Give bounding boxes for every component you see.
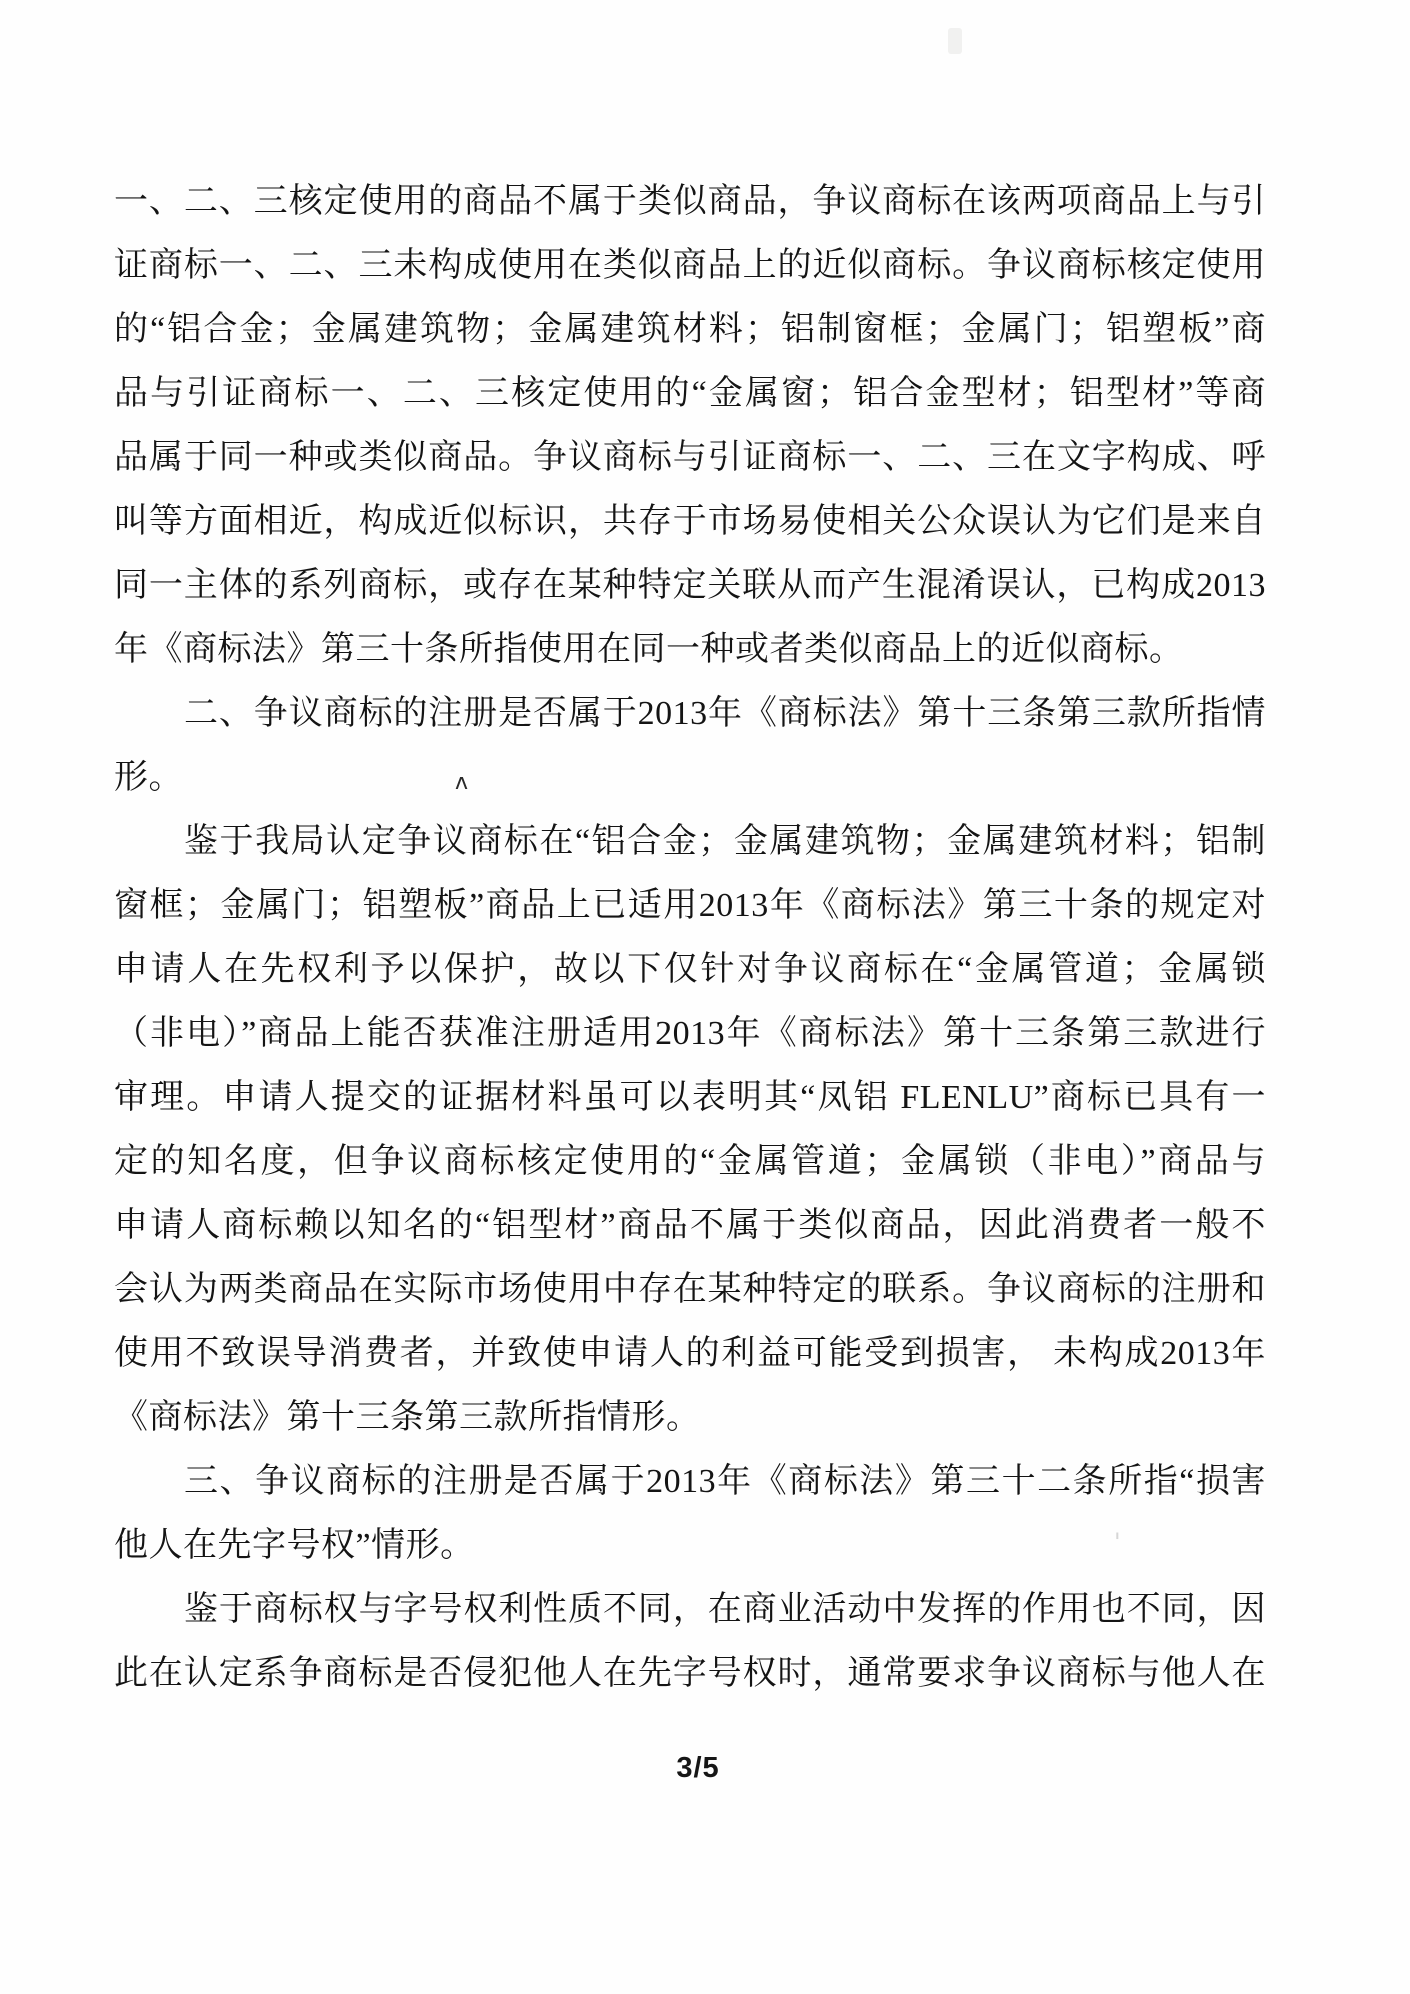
text-line: 鉴于我局认定争议商标在“铝合金；金属建筑物；金属建筑材料；铝制 — [184, 823, 1266, 860]
text-line: 《商标法》第十三条第三款所指情形。 — [114, 1399, 701, 1436]
text-line: 使用不致误导消费者，并致使申请人的利益可能受到损害， 未构成2013年 — [114, 1335, 1266, 1372]
text-line: 定的知名度，但争议商标核定使用的“金属管道；金属锁（非电）”商品与 — [114, 1143, 1266, 1180]
text-line: 窗框；金属门；铝塑板”商品上已适用2013年《商标法》第三十条的规定对 — [114, 887, 1266, 924]
document-body — [114, 170, 1266, 1706]
text-line: 他人在先字号权”情形。 — [114, 1527, 475, 1564]
text-line: 证商标一、二、三未构成使用在类似商品上的近似商标。争议商标核定使用 — [114, 247, 1266, 284]
text-line: 叫等方面相近，构成近似标识，共存于市场易使相关公众误认为它们是来自 — [114, 503, 1266, 540]
text-line: 此在认定系争商标是否侵犯他人在先字号权时，通常要求争议商标与他人在 — [114, 1655, 1266, 1692]
text-line: 一、二、三核定使用的商品不属于类似商品，争议商标在该两项商品上与引 — [114, 183, 1266, 220]
text-line: 同一主体的系列商标，或存在某种特定关联从而产生混淆误认，已构成2013 — [114, 567, 1266, 604]
text-line: 二、争议商标的注册是否属于2013年《商标法》第十三条第三款所指情 — [184, 695, 1266, 732]
text-line: 的“铝合金；金属建筑物；金属建筑材料；铝制窗框；金属门；铝塑板”商 — [114, 311, 1266, 348]
text-line: 三、争议商标的注册是否属于2013年《商标法》第三十二条所指“损害 — [184, 1463, 1266, 1500]
text-line: （非电）”商品上能否获准注册适用2013年《商标法》第十三条第三款进行 — [114, 1015, 1266, 1052]
text-line: 形。 — [114, 759, 183, 796]
text-line: 鉴于商标权与字号权利性质不同，在商业活动中发挥的作用也不同，因 — [184, 1591, 1266, 1628]
scan-artifact-smudge — [948, 28, 962, 54]
scan-artifact-caret: ʌ — [455, 770, 469, 795]
text-line: 会认为两类商品在实际市场使用中存在某种特定的联系。争议商标的注册和 — [114, 1271, 1266, 1308]
text-line: 年《商标法》第三十条所指使用在同一种或者类似商品上的近似商标。 — [114, 631, 1184, 668]
page-number: 3/5 — [676, 1752, 720, 1784]
text-line: 品属于同一种或类似商品。争议商标与引证商标一、二、三在文字构成、呼 — [114, 439, 1266, 476]
text-line: 申请人商标赖以知名的“铝型材”商品不属于类似商品，因此消费者一般不 — [114, 1207, 1266, 1244]
text-line: 审理。申请人提交的证据材料虽可以表明其“凤铝 FLENLU”商标已具有一 — [114, 1079, 1266, 1116]
text-line: 品与引证商标一、二、三核定使用的“金属窗；铝合金型材；铝型材”等商 — [114, 375, 1266, 412]
text-line: 申请人在先权利予以保护，故以下仅针对争议商标在“金属管道；金属锁 — [114, 951, 1266, 988]
scan-artifact-faint: ' — [1114, 1528, 1121, 1556]
